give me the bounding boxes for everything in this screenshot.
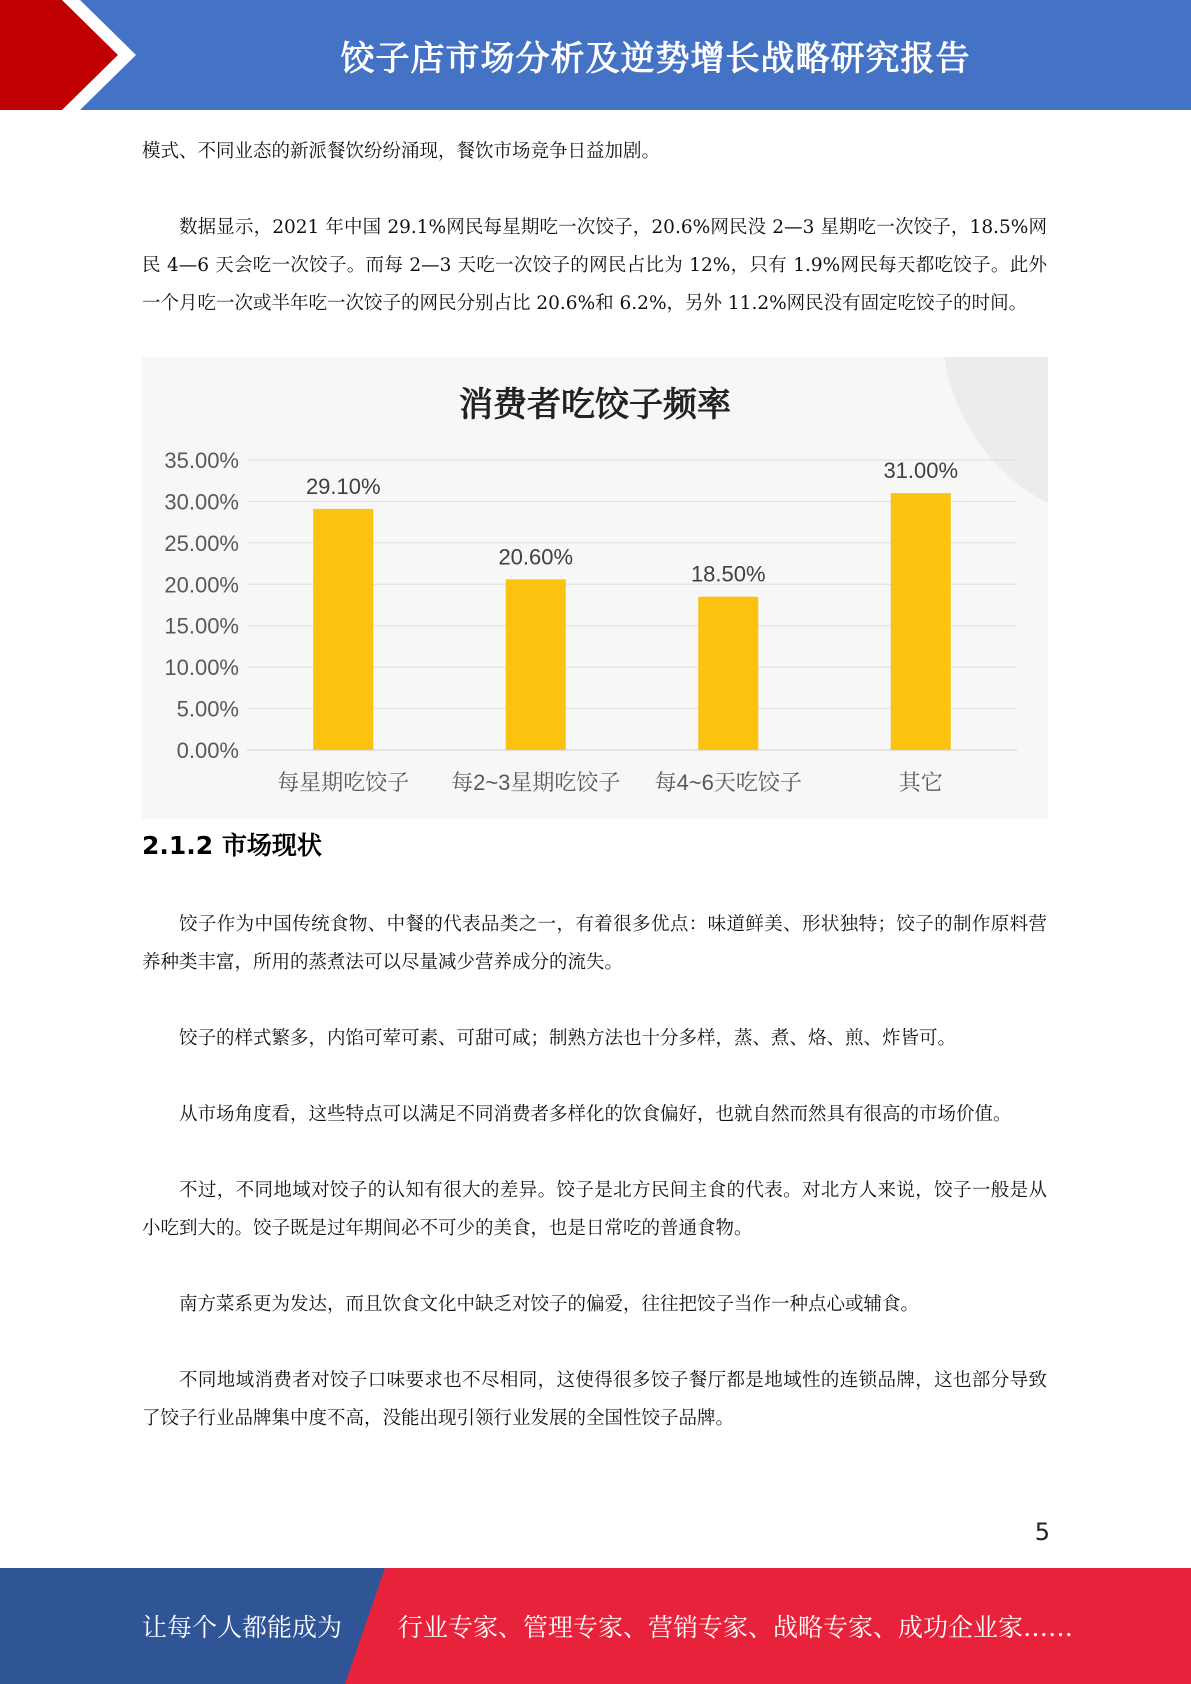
bar-value-label: 29.10% xyxy=(305,473,381,499)
market-status-text xyxy=(142,906,1047,1438)
bar-value-label: 31.00% xyxy=(883,458,959,484)
x-category-label: 每2~3星期吃饺子 xyxy=(451,770,621,795)
chart-canvas xyxy=(142,357,1048,819)
footer-banner xyxy=(0,1568,1191,1684)
paragraph-data-stats: 数据显示，2021 年中国 29.1%网民每星期吃一次饺子，20.6%网民没 2—3 星期吃一次饺子，18.5%网民 4—6 天会吃一次饺子。而每 2—3 天吃一次饺子的网民占比为 12%，只有 1.9%网民每天都吃饺子。此外一个月吃一次或半年吃一次饺子的网民分别占比 20.6%和 6.2%，另外 11.2%网民没有固定吃饺子的时间。 xyxy=(142,217,1047,314)
header-banner xyxy=(0,0,1191,110)
paragraph-1: 饺子作为中国传统食物、中餐的代表品类之一，有着很多优点：味道鲜美、形状独特；饺子的制作原料营养种类丰富，所用的蒸煮法可以尽量减少营养成分的流失。 xyxy=(142,914,1047,973)
x-category-label: 每星期吃饺子 xyxy=(277,770,410,795)
y-tick-label: 0.00% xyxy=(176,738,239,763)
paragraph-4: 不过，不同地域对饺子的认知有很大的差异。饺子是北方民间主食的代表。对北方人来说，饺子一般是从小吃到大的。饺子既是过年期间必不可少的美食，也是日常吃的普通食物。 xyxy=(142,1180,1047,1239)
chart-title: 消费者吃饺子频率 xyxy=(459,385,731,425)
paragraph-continuation: 模式、不同业态的新派餐饮纷纷涌现，餐饮市场竞争日益加剧。 xyxy=(142,141,661,162)
y-tick-label: 15.00% xyxy=(164,613,239,639)
y-tick-label: 30.00% xyxy=(164,489,239,515)
footer-slogan-left: 让每个人都能成为 xyxy=(142,1613,343,1642)
footer-slogan-right: 行业专家、管理专家、营销专家、战略专家、成功企业家…… xyxy=(398,1613,1074,1642)
y-tick-label: 10.00% xyxy=(164,655,239,681)
paragraph-2: 饺子的样式繁多，内馅可荤可素、可甜可咸；制熟方法也十分多样，蒸、煮、烙、煎、炸皆可。 xyxy=(179,1028,957,1049)
bar xyxy=(891,493,951,750)
intro-text xyxy=(142,133,1047,323)
frequency-chart xyxy=(142,357,1048,819)
paragraph-5: 南方菜系更为发达，而且饮食文化中缺乏对饺子的偏爱，往往把饺子当作一种点心或辅食。 xyxy=(179,1294,920,1315)
y-tick-label: 20.00% xyxy=(164,572,239,598)
y-tick-label: 5.00% xyxy=(176,696,239,722)
paragraph-6: 不同地域消费者对饺子口味要求也不尽相同，这使得很多饺子餐厅都是地域性的连锁品牌，这也部分导致了饺子行业品牌集中度不高，没能出现引领行业发展的全国性饺子品牌。 xyxy=(142,1370,1047,1429)
page-number: 5 xyxy=(1034,1518,1050,1546)
bar-value-label: 20.60% xyxy=(498,544,574,570)
report-title: 饺子店市场分析及逆势增长战略研究报告 xyxy=(340,38,971,79)
bar xyxy=(506,579,566,750)
x-category-label: 每4~6天吃饺子 xyxy=(654,770,802,795)
bar xyxy=(698,597,758,750)
bar xyxy=(313,509,373,750)
paragraph-3: 从市场角度看，这些特点可以满足不同消费者多样化的饮食偏好，也就自然而然具有很高的市场价值。 xyxy=(179,1104,1012,1125)
header-arrow-decoration xyxy=(0,0,160,110)
y-tick-label: 25.00% xyxy=(164,530,239,556)
x-category-label: 其它 xyxy=(898,770,943,795)
section-heading: 2.1.2 市场现状 xyxy=(142,831,322,860)
y-tick-label: 35.00% xyxy=(164,448,239,473)
bar-value-label: 18.50% xyxy=(690,561,766,587)
